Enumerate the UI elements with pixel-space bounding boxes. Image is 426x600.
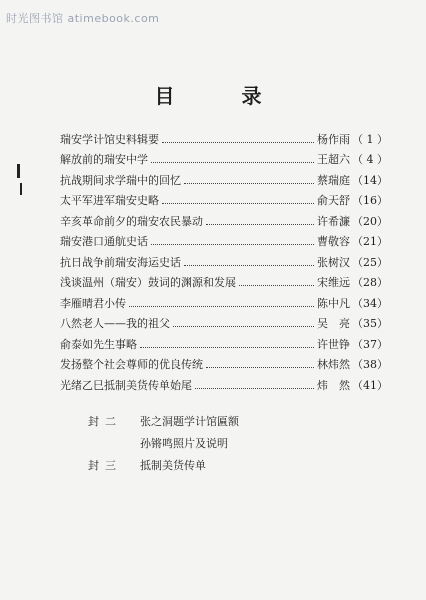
toc-entry-title: 李雁晴君小传 [60, 296, 126, 310]
leader-dots [184, 265, 314, 266]
toc-entry-title: 抗战期间求学瑞中的回忆 [60, 173, 181, 187]
toc-entry-author: 吴 亮 [317, 317, 350, 330]
leader-dots [195, 388, 314, 389]
toc-entry-author: 曹敬容 [317, 235, 350, 248]
toc-entry-author: 林炜然 [317, 358, 350, 371]
leader-dots [162, 142, 314, 143]
toc-entry-page: （35） [352, 317, 388, 330]
toc-entry[interactable] [60, 352, 388, 373]
toc-entry[interactable] [60, 331, 388, 352]
leader-dots [206, 224, 314, 225]
toc-entry[interactable] [60, 167, 388, 188]
plate-label: 封三 [88, 459, 122, 472]
plate-entry [88, 454, 239, 476]
toc-entry-page: （14） [352, 173, 388, 187]
toc-entry-author: 许世铮 [317, 337, 350, 351]
toc-entry-title: 光绪乙巳抵制美货传单始尾 [60, 378, 192, 392]
toc-entry[interactable] [60, 147, 388, 168]
leader-dots [129, 306, 314, 307]
toc-entry-title: 俞泰如先生事略 [60, 337, 137, 351]
toc-entry-page: （28） [352, 276, 388, 289]
page-title: 目 录 [154, 84, 292, 108]
toc-entry-page: （16） [352, 194, 388, 207]
toc-entry[interactable] [60, 126, 388, 147]
leader-dots [173, 326, 314, 327]
toc-entry-title: 辛亥革命前夕的瑞安农民暴动 [60, 214, 203, 228]
watermark: 时光图书馆 atimebook.com [6, 12, 160, 25]
toc-entry-page: （37） [352, 337, 388, 351]
leader-dots [184, 183, 314, 184]
toc-entry-page: （21） [352, 235, 388, 248]
toc-entry-author: 杨作雨 [317, 132, 350, 146]
toc-entry-title: 浅谈温州（瑞安）鼓词的渊源和发展 [60, 276, 236, 289]
toc-entry[interactable] [60, 188, 388, 209]
toc-entry-author: 宋维远 [317, 276, 350, 289]
toc-entry-title: 瑞安港口通航史话 [60, 235, 148, 248]
leader-dots [239, 285, 314, 286]
plate-text: 孙锵鸣照片及说明 [140, 437, 228, 450]
toc-entry[interactable] [60, 311, 388, 332]
toc-entry[interactable] [60, 372, 388, 393]
plate-entry [88, 410, 239, 432]
toc-entry-page: （38） [352, 358, 388, 371]
leader-dots [162, 203, 314, 204]
plate-text: 张之洞题学计馆匾额 [140, 415, 239, 428]
margin-mark [17, 164, 20, 178]
toc-entry[interactable] [60, 208, 388, 229]
toc-entry-title: 抗日战争前瑞安海运史话 [60, 255, 181, 269]
toc-entry-page: （20） [352, 214, 388, 228]
toc-entry-author: 王超六 [317, 153, 350, 166]
toc-entry-page: （25） [352, 255, 388, 269]
table-of-contents [60, 126, 388, 393]
toc-entry-title: 太平军进军瑞安史略 [60, 194, 159, 207]
toc-entry-title: 瑞安学计馆史料辑要 [60, 132, 159, 146]
plate-entry [88, 432, 239, 454]
toc-entry-page: （34） [352, 296, 388, 310]
toc-entry-author: 炜 然 [317, 378, 350, 392]
toc-entry-page: （41） [352, 378, 388, 392]
leader-dots [140, 347, 314, 348]
toc-entry-page: （ 4 ） [352, 153, 388, 166]
leader-dots [151, 244, 314, 245]
toc-entry-author: 陈中凡 [317, 296, 350, 310]
toc-entry[interactable] [60, 270, 388, 291]
toc-entry-title: 八然老人——我的祖父 [60, 317, 170, 330]
toc-entry-title: 解放前的瑞安中学 [60, 153, 148, 166]
leader-dots [151, 162, 314, 163]
toc-entry[interactable] [60, 229, 388, 250]
plates-list [88, 410, 239, 476]
toc-entry-author: 张树汉 [317, 255, 350, 269]
toc-entry[interactable] [60, 249, 388, 270]
plate-text: 抵制美货传单 [140, 459, 206, 472]
toc-entry[interactable] [60, 290, 388, 311]
toc-entry-author: 俞天舒 [317, 194, 350, 207]
leader-dots [206, 367, 314, 368]
toc-entry-page: （ 1 ） [352, 132, 388, 146]
toc-entry-author: 蔡瑞庭 [317, 173, 350, 187]
toc-entry-title: 发扬整个社会尊师的优良传统 [60, 358, 203, 371]
toc-entry-author: 许希濂 [317, 214, 350, 228]
plate-label: 封二 [88, 415, 122, 428]
margin-mark [20, 183, 22, 195]
